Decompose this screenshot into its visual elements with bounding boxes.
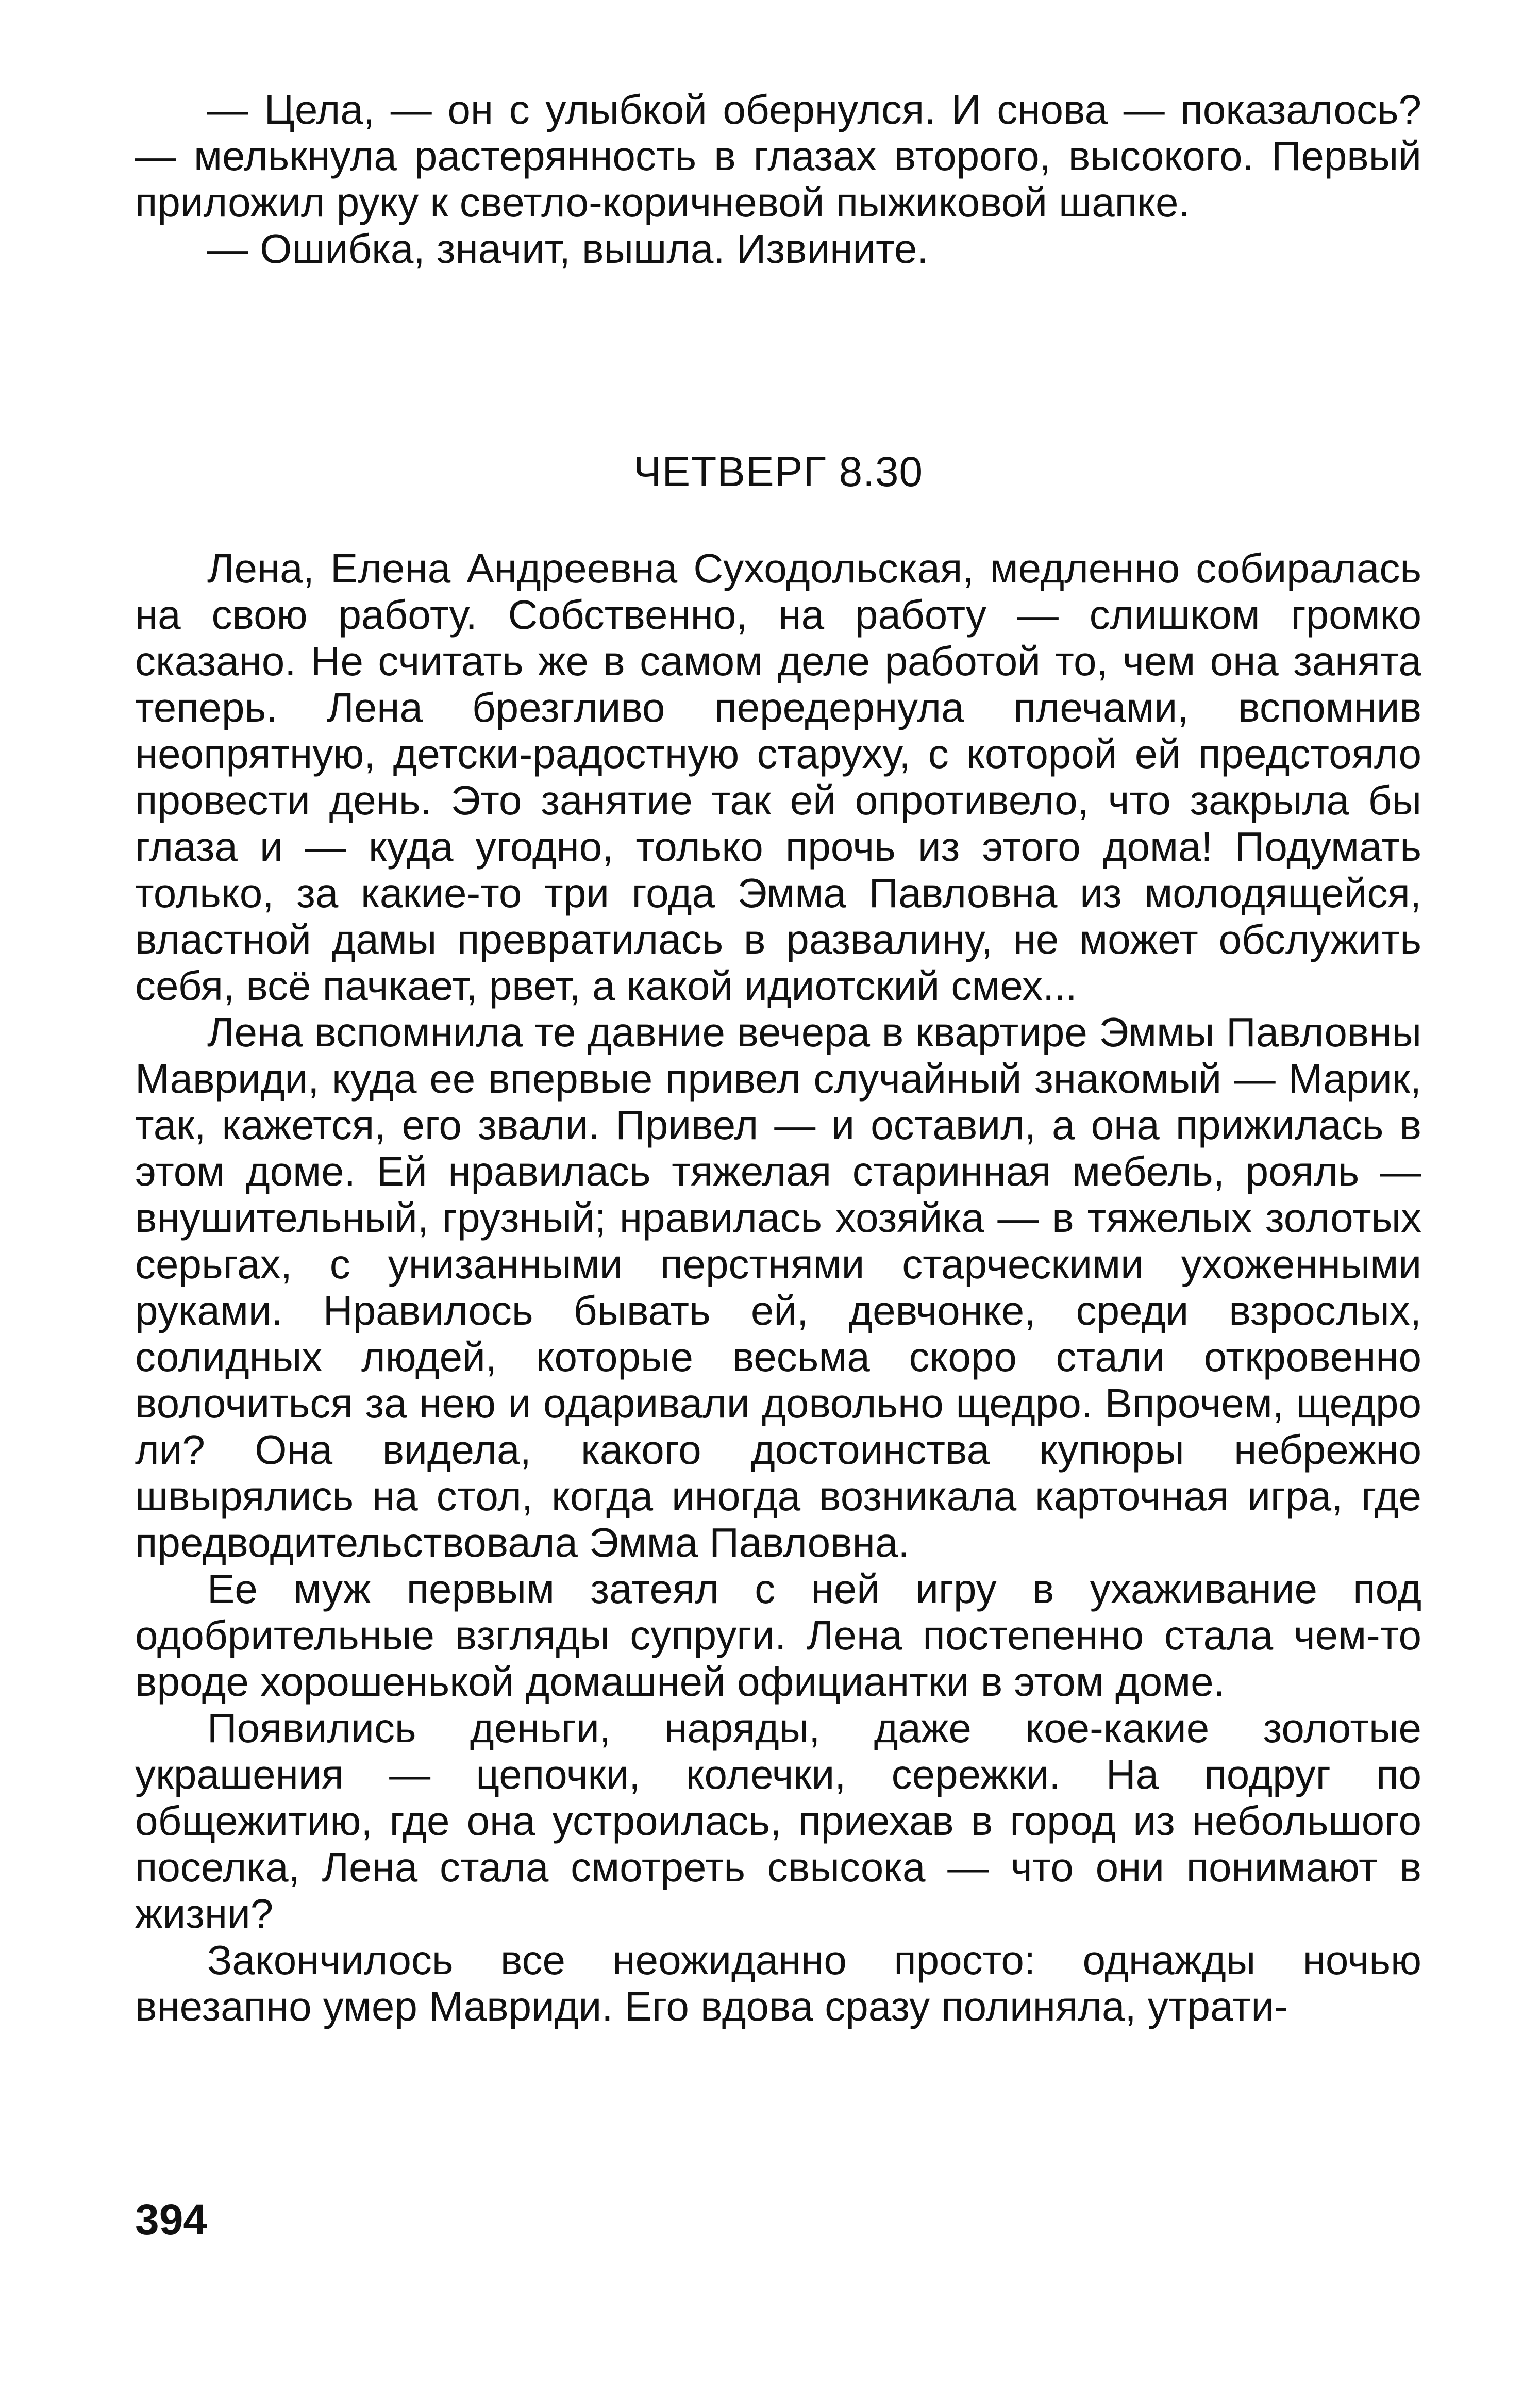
paragraph: Ее муж первым затеял с ней игру в ухаживание под одобрительные взгляды супруги. Лена постепенно стала чем-то вроде хорошенькой домашней официантки в этом доме.: [135, 1566, 1421, 1705]
paragraph: — Ошибка, значит, вышла. Извините.: [207, 226, 929, 272]
paragraph: Лена вспомнила те давние вечера в квартире Эммы Павловны Мавриди, куда ее впервые привел случайный знакомый — Марик, так, кажется, его звали. Привел — и оставил, а она прижилась в этом доме. Ей нравилась тяжелая старинная мебель, рояль — внушительный, грузный; нравилась хозяйка — в тяжелых золотых серьгах, с унизанными перстнями старческими ухоженными руками. Нравилось бывать ей, девчонке, среди взрослых, солидных людей, которые весьма скоро стали откровенно волочиться за нею и одаривали довольно щедро. Впрочем, щедро ли? Она видела, какого достоинства купюры небрежно швырялись на стол, когда иногда возникала карточная игра, где предводительствовала Эмма Павловна.: [135, 1009, 1421, 1565]
top-fragment: [135, 87, 1421, 272]
paragraph: Лена, Елена Андреевна Суходольская, медленно собиралась на свою работу. Собственно, на работу — слишком громко сказано. Не считать же в самом деле работой то, чем она занята теперь. Лена брезгливо передернула плечами, вспомнив неопрятную, детски-радостную старуху, с которой ей предстояло провести день. Это занятие так ей опротивело, что закрыла бы глаза и — куда угодно, только прочь из этого дома! Подумать только, за какие-то три года Эмма Павловна из молодящейся, властной дамы превратилась в развалину, не может обслужить себя, всё пачкает, рвет, а какой идиотский смех...: [135, 545, 1421, 1009]
chapter-heading: ЧЕТВЕРГ 8.30: [633, 448, 924, 495]
paragraph: Закончилось все неожиданно просто: однажды ночью внезапно умер Мавриди. Его вдова сразу полиняла, утрати-: [135, 1937, 1421, 2029]
page-number: 394: [135, 2195, 208, 2244]
chapter-body: [135, 545, 1421, 2030]
paragraph: Появились деньги, наряды, даже кое-какие золотые украшения — цепочки, колечки, сережки. На подруг по общежитию, где она устроилась, приехав в город из небольшого поселка, Лена стала смотреть свысока — что они понимают в жизни?: [135, 1705, 1421, 1937]
paragraph: — Цела, — он с улыбкой обернулся. И снова — показалось? — мелькнула растерянность в глазах второго, высокого. Первый приложил руку к светло-коричневой пыжиковой шапке.: [135, 87, 1421, 225]
